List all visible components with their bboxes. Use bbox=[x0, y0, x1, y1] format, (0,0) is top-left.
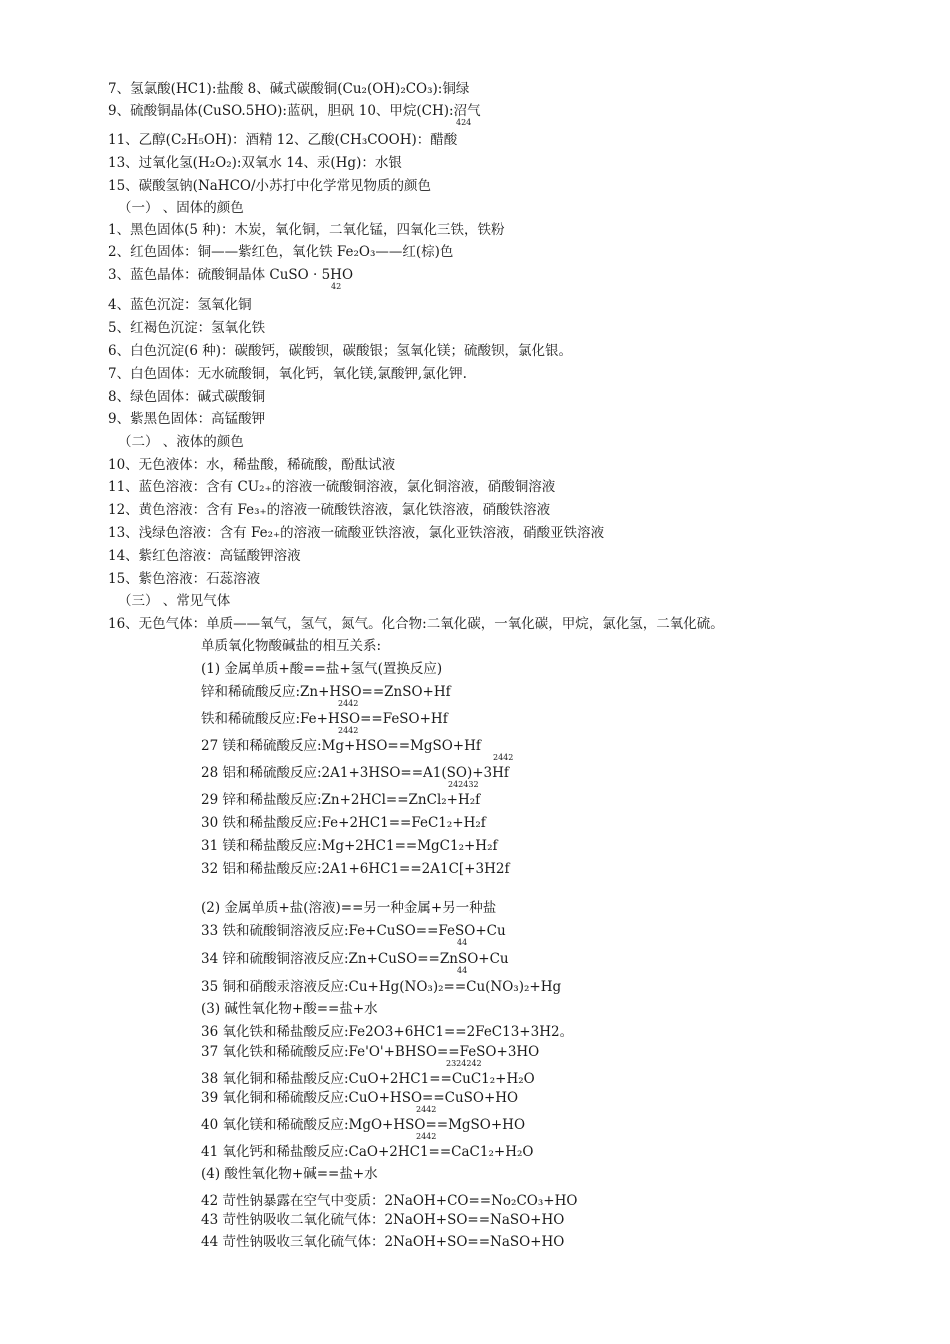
subscript-digits: 242432 bbox=[448, 780, 479, 789]
text-line: 2、红色固体：铜——紫红色，氧化铁 Fe₂O₃——红(棕)色 bbox=[108, 244, 454, 260]
equation-line: 27 镁和稀硫酸反应:Mg+HSO==MgSO+Hf bbox=[201, 738, 481, 754]
subscript-digits: 2442 bbox=[338, 699, 359, 708]
equation-line: 38 氧化铜和稀盐酸反应:CuO+2HC1==CuC1₂+H₂O bbox=[201, 1071, 535, 1087]
equation-line: 41 氧化钙和稀盐酸反应:CaO+2HC1==CaC1₂+H₂O bbox=[201, 1144, 534, 1160]
equation-line: 30 铁和稀盐酸反应:Fe+2HC1==FeC1₂+H₂f bbox=[201, 815, 486, 831]
subscript-digits: 2324242 bbox=[446, 1059, 482, 1068]
subscript-digits: 44 bbox=[457, 938, 468, 947]
text-line: 7、白色固体：无水硫酸铜，氧化钙，氧化镁,氯酸钾,氯化钾. bbox=[108, 366, 467, 382]
subscript-digits: 424 bbox=[456, 118, 472, 127]
equation-line: 34 锌和硫酸铜溶液反应:Zn+CuSO==ZnSO+Cu bbox=[201, 951, 509, 967]
subsection-heading: (1) 金属单质+酸==盐+氢气(置换反应) bbox=[201, 661, 443, 677]
equation-line: 40 氧化镁和稀硫酸反应:MgO+HSO==MgSO+HO bbox=[201, 1117, 526, 1133]
section-heading: （一） 、固体的颜色 bbox=[118, 200, 244, 216]
subscript-digits: 2442 bbox=[338, 726, 359, 735]
text-line: 10、无色液体：水，稀盐酸，稀硫酸，酚酞试液 bbox=[108, 457, 396, 473]
equation-line: 44 苛性钠吸收三氧化硫气体：2NaOH+SO==NaSO+HO bbox=[201, 1234, 565, 1250]
equation-line: 31 镁和稀盐酸反应:Mg+2HC1==MgC1₂+H₂f bbox=[201, 838, 498, 854]
text-line: 6、白色沉淀(6 种)：碳酸钙，碳酸钡，碳酸银；氢氧化镁；硫酸钡，氯化银。 bbox=[108, 343, 573, 359]
equation-line: 39 氧化铜和稀硫酸反应:CuO+HSO==CuSO+HO bbox=[201, 1090, 519, 1106]
subsection-heading: (2) 金属单质+盐(溶液)==另一种金属+另一种盐 bbox=[201, 900, 497, 916]
text-line: 12、黄色溶液：含有 Fe₃₊的溶液一硫酸铁溶液，氯化铁溶液，硝酸铁溶液 bbox=[108, 502, 551, 518]
text-line: 9、硫酸铜晶体(CuSO.5HO):蓝矾，胆矾 10、甲烷(CH):沼气 bbox=[108, 103, 481, 119]
text-line: 15、紫色溶液：石蕊溶液 bbox=[108, 571, 261, 587]
subscript-digits: 2442 bbox=[493, 753, 514, 762]
subscript-digits: 2442 bbox=[416, 1132, 437, 1141]
text-line: 11、蓝色溶液：含有 CU₂₊的溶液一硫酸铜溶液，氯化铜溶液，硝酸铜溶液 bbox=[108, 479, 556, 495]
equation-line: 42 苛性钠暴露在空气中变质：2NaOH+CO==No₂CO₃+HO bbox=[201, 1193, 578, 1209]
section-heading: （二） 、液体的颜色 bbox=[118, 434, 244, 450]
equation-line: 锌和稀硫酸反应:Zn+HSO==ZnSO+Hf bbox=[201, 684, 451, 700]
subscript-digits: 44 bbox=[457, 966, 468, 975]
equation-line: 43 苛性钠吸收二氧化硫气体：2NaOH+SO==NaSO+HO bbox=[201, 1212, 565, 1228]
text-line: 14、紫红色溶液：高锰酸钾溶液 bbox=[108, 548, 301, 564]
text-line: 3、蓝色晶体：硫酸铜晶体 CuSO · 5HO bbox=[108, 267, 354, 283]
section-heading: （三） 、常见气体 bbox=[118, 593, 231, 609]
text-line: 1、黑色固体(5 种)：木炭，氧化铜，二氧化锰，四氧化三铁，铁粉 bbox=[108, 222, 505, 238]
subsection-title: 单质氧化物酸碱盐的相互关系: bbox=[201, 638, 382, 654]
equation-line: 35 铜和硝酸汞溶液反应:Cu+Hg(NO₃)₂==Cu(NO₃)₂+Hg bbox=[201, 979, 562, 995]
subscript-digits: 2442 bbox=[416, 1105, 437, 1114]
equation-line: 28 铝和稀硫酸反应:2A1+3HSO==A1(SO)+3Hf bbox=[201, 765, 509, 781]
text-line: 4、蓝色沉淀：氢氧化铜 bbox=[108, 297, 252, 313]
equation-line: 36 氧化铁和稀盐酸反应:Fe2O3+6HC1==2FeC13+3H2。 bbox=[201, 1024, 574, 1040]
text-line: 16、无色气体：单质——氧气，氢气，氮气。化合物:二氧化碳，一氧化碳，甲烷，氯化氢，二氧化硫。 bbox=[108, 616, 724, 632]
equation-line: 铁和稀硫酸反应:Fe+HSO==FeSO+Hf bbox=[201, 711, 448, 727]
subscript-digits: 42 bbox=[331, 282, 342, 291]
text-line: 13、浅绿色溶液：含有 Fe₂₊的溶液一硫酸亚铁溶液，氯化亚铁溶液，硝酸亚铁溶液 bbox=[108, 525, 605, 541]
text-line: 7、氢氯酸(HC1):盐酸 8、碱式碳酸铜(Cu₂(OH)₂CO₃):铜绿 bbox=[108, 81, 470, 97]
text-line: 8、绿色固体：碱式碳酸铜 bbox=[108, 389, 266, 405]
text-line: 13、过氧化氢(H₂O₂):双氧水 14、汞(Hg)：水银 bbox=[108, 155, 402, 171]
text-line: 9、紫黑色固体：高锰酸钾 bbox=[108, 411, 266, 427]
equation-line: 29 锌和稀盐酸反应:Zn+2HCl==ZnCl₂+H₂f bbox=[201, 792, 481, 808]
equation-line: 33 铁和硫酸铜溶液反应:Fe+CuSO==FeSO+Cu bbox=[201, 923, 506, 939]
equation-line: 37 氧化铁和稀硫酸反应:Fe'O'+BHSO==FeSO+3HO bbox=[201, 1044, 540, 1060]
text-line: 5、红褐色沉淀：氢氧化铁 bbox=[108, 320, 266, 336]
subsection-heading: (4) 酸性氧化物+碱==盐+水 bbox=[201, 1166, 378, 1182]
text-line: 15、碳酸氢钠(NaHCO/小苏打中化学常见物质的颜色 bbox=[108, 178, 432, 194]
text-line: 11、乙醇(C₂H₅OH)：酒精 12、乙酸(CH₃COOH)：醋酸 bbox=[108, 132, 458, 148]
equation-line: 32 铝和稀盐酸反应:2A1+6HC1==2A1C[+3H2f bbox=[201, 861, 510, 877]
subsection-heading: (3) 碱性氧化物+酸==盐+水 bbox=[201, 1001, 378, 1017]
